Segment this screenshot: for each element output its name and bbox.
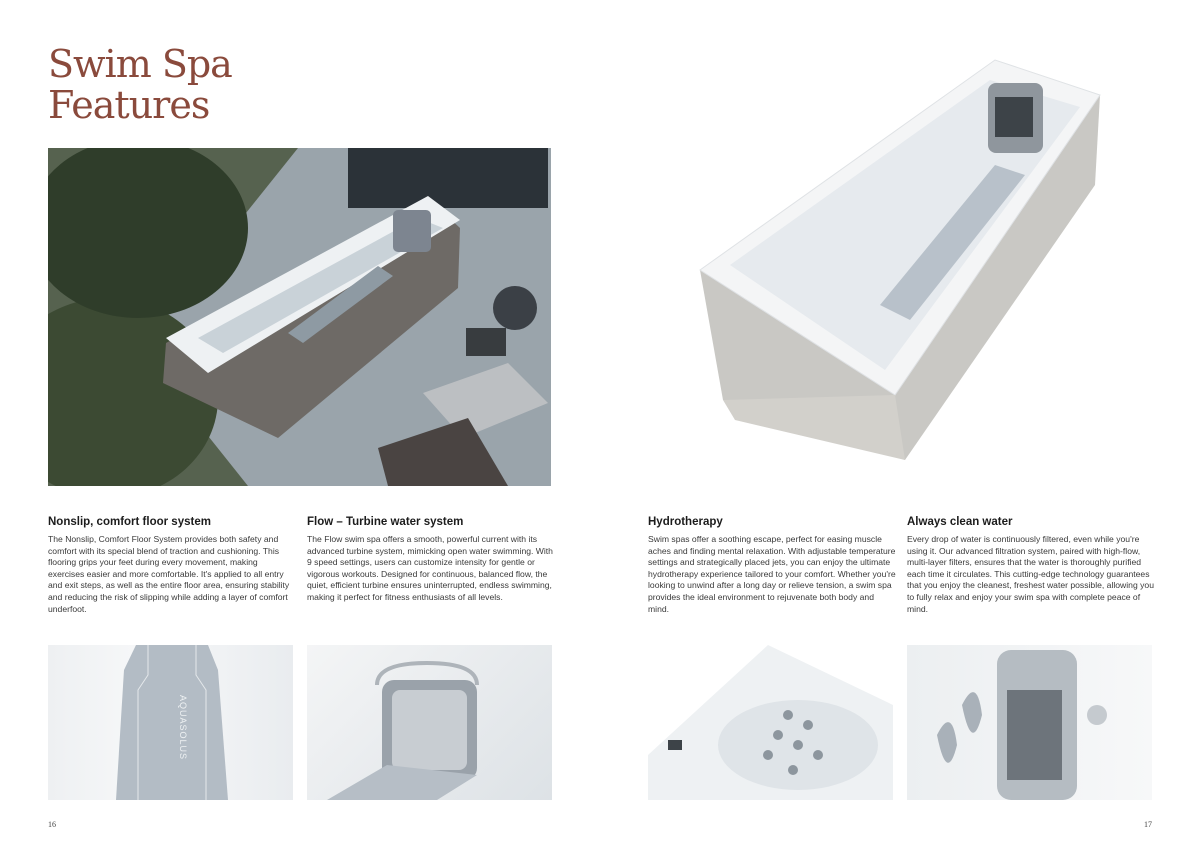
hydrotherapy-jets-photo [648, 645, 893, 800]
brand-mark: AQUASOLUS [178, 695, 188, 761]
page-number-right: 17 [1144, 820, 1152, 829]
feature-nonslip-floor [48, 516, 296, 615]
page-number-left: 16 [48, 820, 56, 829]
floor-mat-photo [48, 645, 293, 800]
feature-heading: Nonslip, comfort floor system [48, 516, 211, 528]
feature-heading: Hydrotherapy [648, 516, 723, 528]
feature-body: Swim spas offer a soothing escape, perfect for easing muscle aches and finding mental relaxation. With adjustable temperature settings and strategically placed jets, you can enjoy the ultimate hydrotherapy experience tailored to your comfort. Whether you're looking to unwind after a long day or relieve tension, a swim spa provides the ideal environment to rejuvenate both body and mind. [648, 534, 896, 614]
title-line-1: Swim Spa [48, 42, 232, 86]
feature-heading: Always clean water [907, 516, 1013, 528]
filter-photo [907, 645, 1152, 800]
turbine-photo [307, 645, 552, 800]
feature-body: The Nonslip, Comfort Floor System provides both safety and comfort with its special blend of traction and cushioning. This flooring grips your feet during every movement, making exercises easier and more comfortable. It's applied to all entry and exit steps, as well as the entire floor area, ensuring stability and reducing the risk of slipping while adding a layer of comfort underfoot. [48, 534, 290, 614]
feature-clean-water [907, 516, 1155, 615]
feature-body: The Flow swim spa offers a smooth, powerful current with its advanced turbine system, mimicking open water swimming. With 9 speed settings, users can customize intensity for gentle or vigorous workouts. Designed for continuous, balanced flow, the quiet, efficient turbine ensures uninterrupted, endless swimming, making it perfect for fitness enthusiasts of all levels. [307, 534, 553, 602]
feature-flow-turbine [307, 516, 555, 604]
title-line-2: Features [48, 83, 210, 127]
feature-hydrotherapy [648, 516, 896, 615]
swim-spa-product-photo [695, 55, 1110, 475]
swim-spa-patio-photo [48, 148, 551, 486]
page-title [48, 44, 232, 126]
feature-body: Every drop of water is continuously filtered, even while you're using it. Our advanced filtration system, paired with high-flow, multi-layer filters, ensures that the water is thoroughly purified each time it circulates. This cutting-edge technology guarantees that you enjoy the cleanest, freshest water possible, allowing you to fully relax and enjoy your swim spa with complete peace of mind. [907, 534, 1154, 614]
feature-heading: Flow – Turbine water system [307, 516, 464, 528]
